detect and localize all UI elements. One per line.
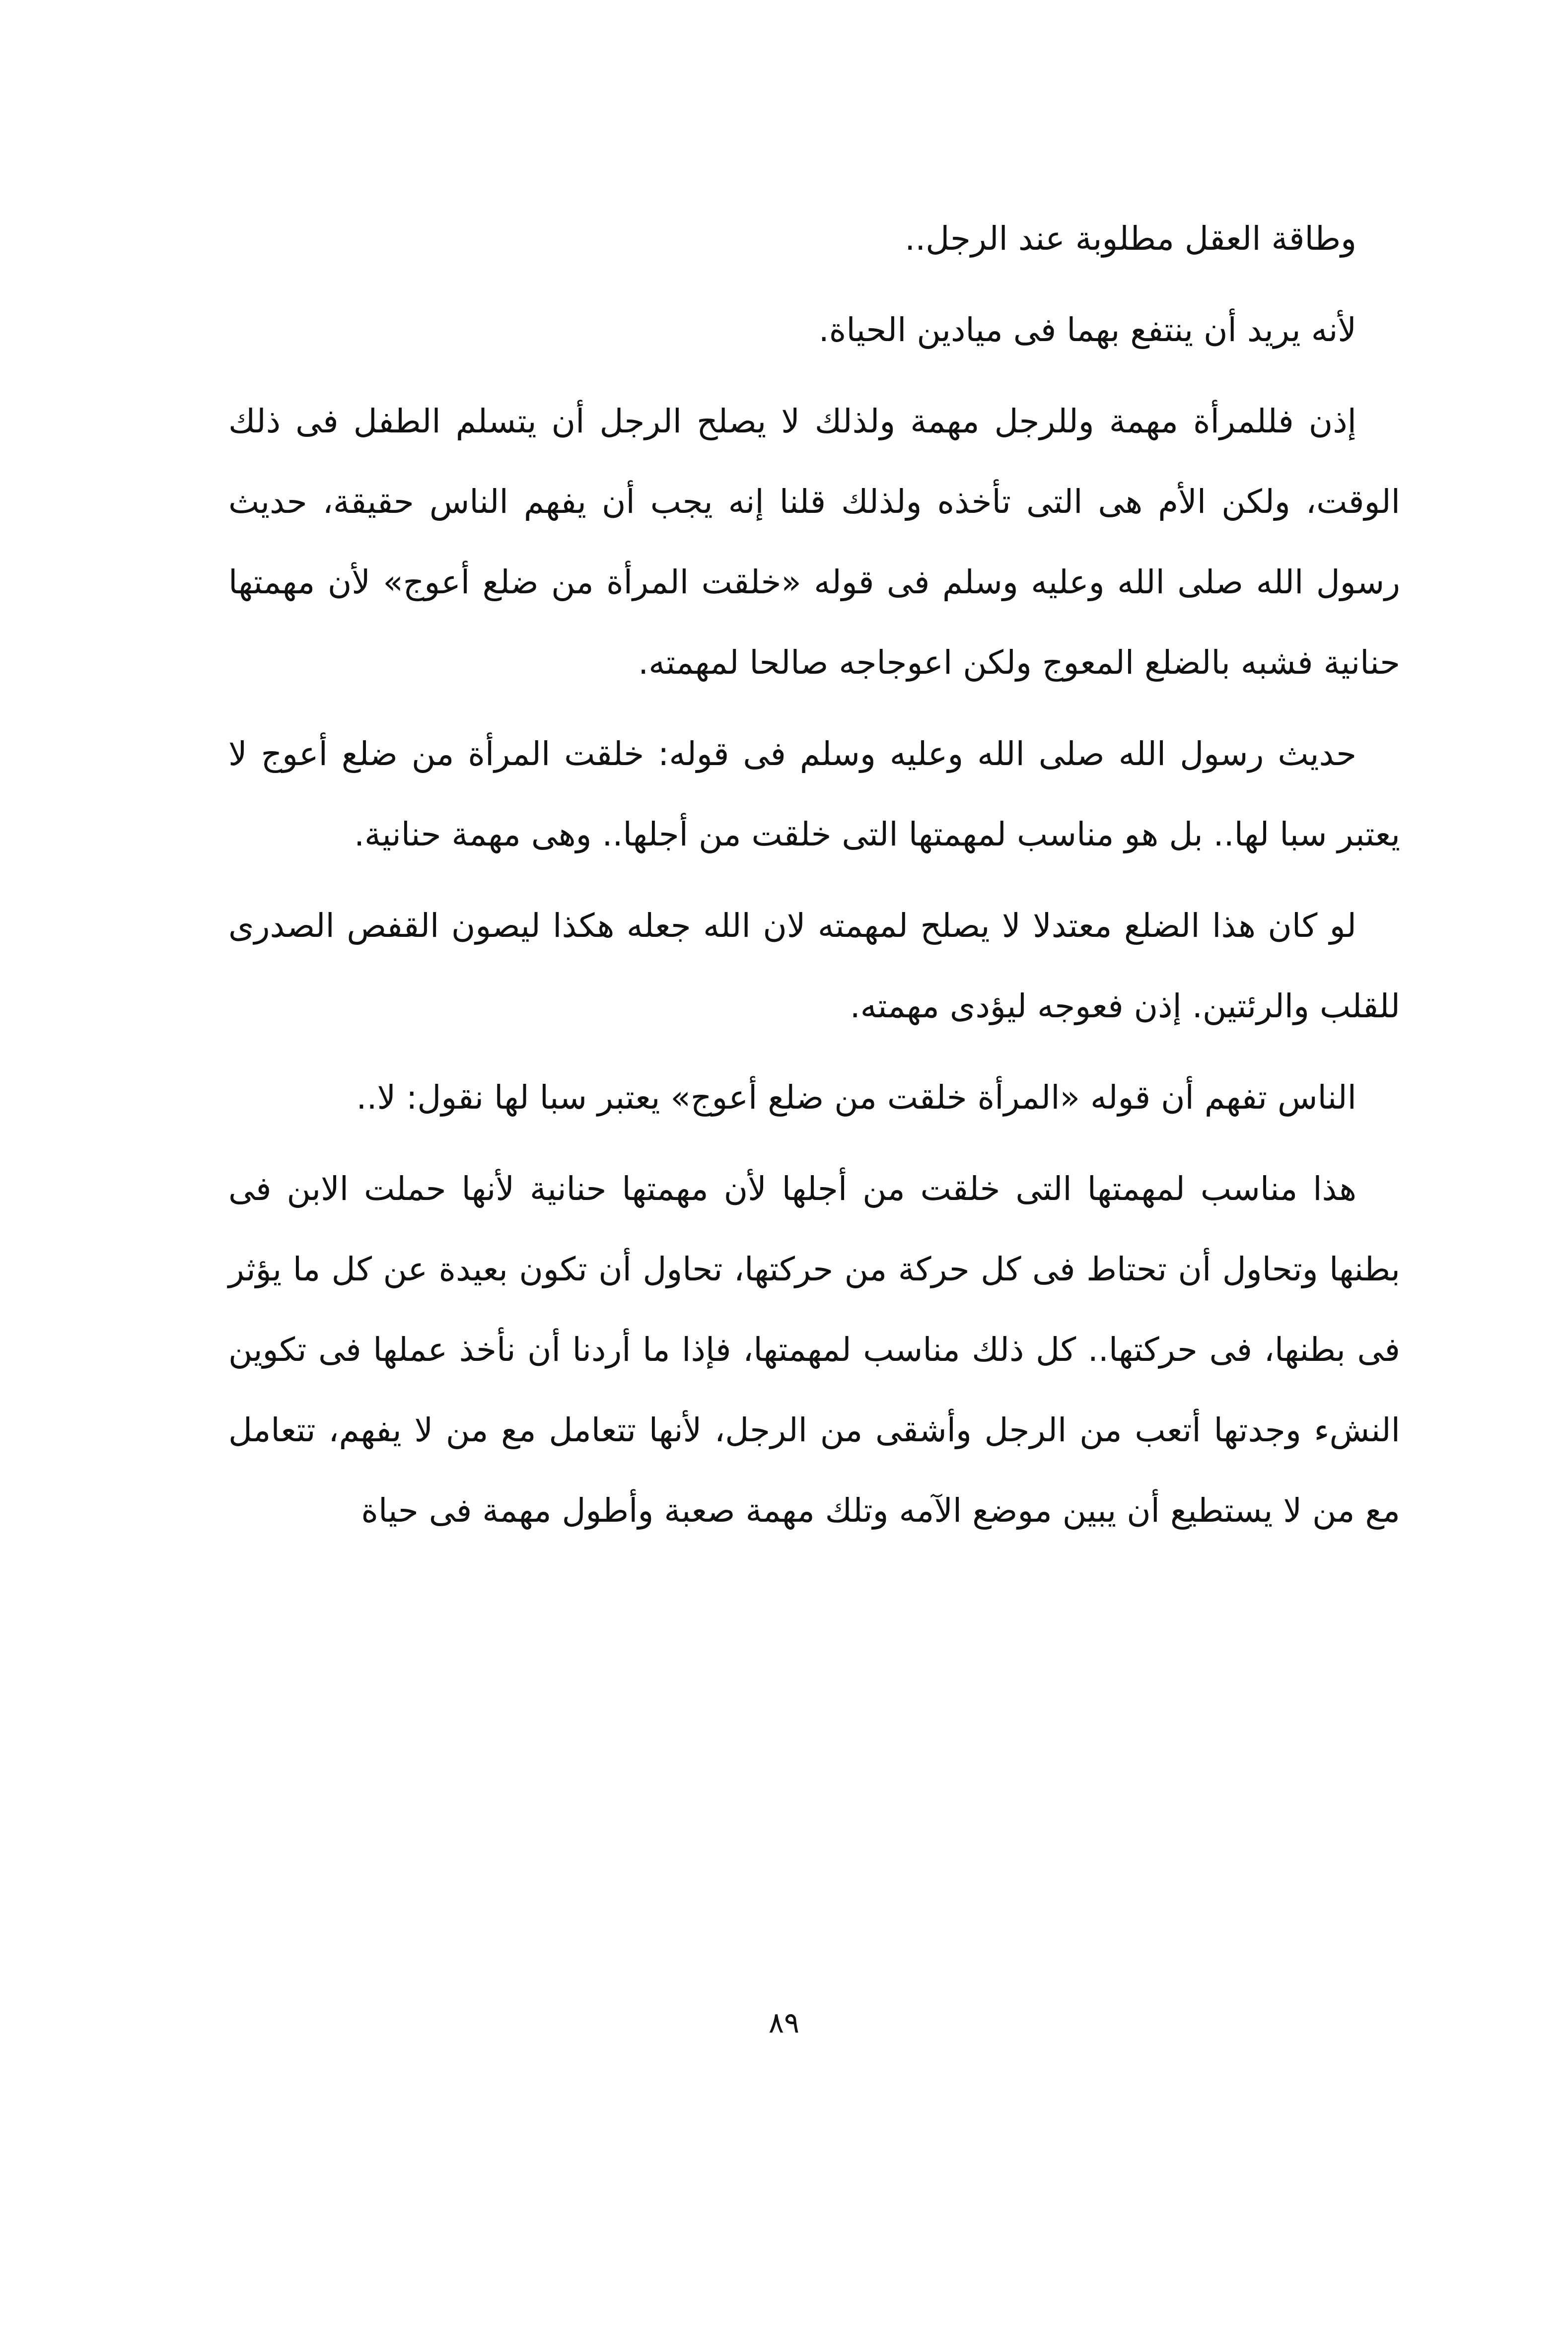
body-text bbox=[228, 199, 1400, 1551]
paragraph-1: وطاقة العقل مطلوبة عند الرجل.. bbox=[905, 219, 1356, 258]
paragraph-7: هذا مناسب لمهمتها التى خلقت من أجلها لأن مهمتها حنانية لأنها حملت الابن فى بطنها وتحاول أن تحتاط فى كل حركة من حركتها، تحاول أن تكون بعيدة عن كل ما يؤثر فى بطنها، فى حركتها.. كل ذلك مناسب لمهمتها، فإذا ما أردنا أن نأخذ عملها فى تكوين النشء وجدتها أتعب من الرجل وأشقى من الرجل، لأنها تتعامل مع من لا يفهم، تتعامل مع من لا يستطيع أن يبين موضع الآمه وتلك مهمة صعبة وأطول مهمة فى حياة bbox=[228, 1170, 1400, 1530]
paragraph-2: لأنه يريد أن ينتفع بهما فى ميادين الحياة. bbox=[818, 311, 1356, 349]
page-number: ٨٩ bbox=[768, 2006, 800, 2040]
paragraph-3: إذن فللمرأة مهمة وللرجل مهمة ولذلك لا يصلح الرجل أن يتسلم الطفل فى ذلك الوقت، ولكن الأم هى التى تأخذه ولذلك قلنا إنه يجب أن يفهم الناس حقيقة، حديث رسول الله صلى الله وعليه وسلم فى قوله «خلقت المرأة من ضلع أعوج» لأن مهمتها حنانية فشبه بالضلع المعوج ولكن اعوجاجه صالحا لمهمته. bbox=[228, 402, 1400, 682]
paragraph-6: الناس تفهم أن قوله «المرأة خلقت من ضلع أعوج» يعتبر سبا لها نقول: لا.. bbox=[356, 1078, 1356, 1117]
paragraph-5: لو كان هذا الضلع معتدلا لا يصلح لمهمته لان الله جعله هكذا ليصون القفص الصدرى للقلب والرئتين. إذن فعوجه ليؤدى مهمته. bbox=[228, 907, 1400, 1025]
paragraph-4: حديث رسول الله صلى الله وعليه وسلم فى قوله: خلقت المرأة من ضلع أعوج لا يعتبر سبا لها.. بل هو مناسب لمهمتها التى خلقت من أجلها.. وهى مهمة حنانية. bbox=[228, 735, 1400, 853]
